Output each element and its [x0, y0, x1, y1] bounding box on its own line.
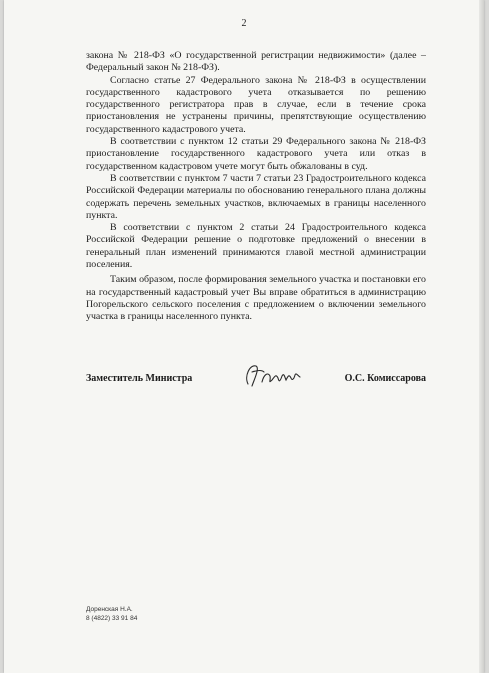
document-page: [4, 0, 484, 673]
handwritten-signature: [240, 358, 310, 392]
page-edge-shadow: [479, 0, 484, 673]
letter-body: [86, 50, 426, 324]
executor-footer: [86, 605, 137, 623]
executor-name: Доренская Н.А.: [86, 606, 133, 613]
paragraph-article-29: В соответствии с пунктом 12 статьи 29 Федерального закона № 218-ФЗ приостановление государственного кадастрового учета или отказ в государственном кадастровом учете могут быть обжалованы в суд.: [86, 136, 426, 172]
signatory-role: Заместитель Министра: [86, 373, 193, 384]
paragraph-article-23: В соответствии с пунктом 7 части 7 статьи 23 Градостроительного кодекса Российской Федерации материалы по обоснованию генерального плана должны содержать перечень земельных участков, включаемых в границы населенного пункта.: [86, 172, 426, 221]
executor-phone: 8 (4822) 33 91 84: [86, 615, 138, 622]
paragraph-article-24: В соответствии с пунктом 2 статьи 24 Градостроительного кодекса Российской Федерации решение о подготовке предложений о внесении в генеральный план изменений принимаются главой местной администрации поселения.: [86, 222, 426, 271]
paragraph-continuation: закона № 218-ФЗ «О государственной регистрации недвижимости» (далее – Федеральный закон № 218-ФЗ).: [86, 50, 426, 74]
page-number: 2: [241, 18, 247, 29]
signatory-name: О.С. Комиссарова: [344, 373, 426, 384]
paragraph-conclusion: Таким образом, после формирования земельного участка и постановки его на государственный кадастровый учет Вы вправе обратиться в администрацию Погорельского сельского поселения с предложением о включении земельного участка в границы населенного пункта.: [86, 274, 426, 323]
paragraph-article-27: Согласно статье 27 Федерального закона № 218-ФЗ в осуществлении государственного кадастрового учета отказывается по решению государственного регистратора прав в случае, если в течение срока приостановления не устранены причины, препятствующие осуществлению государственного кадастрового учета.: [86, 74, 426, 135]
